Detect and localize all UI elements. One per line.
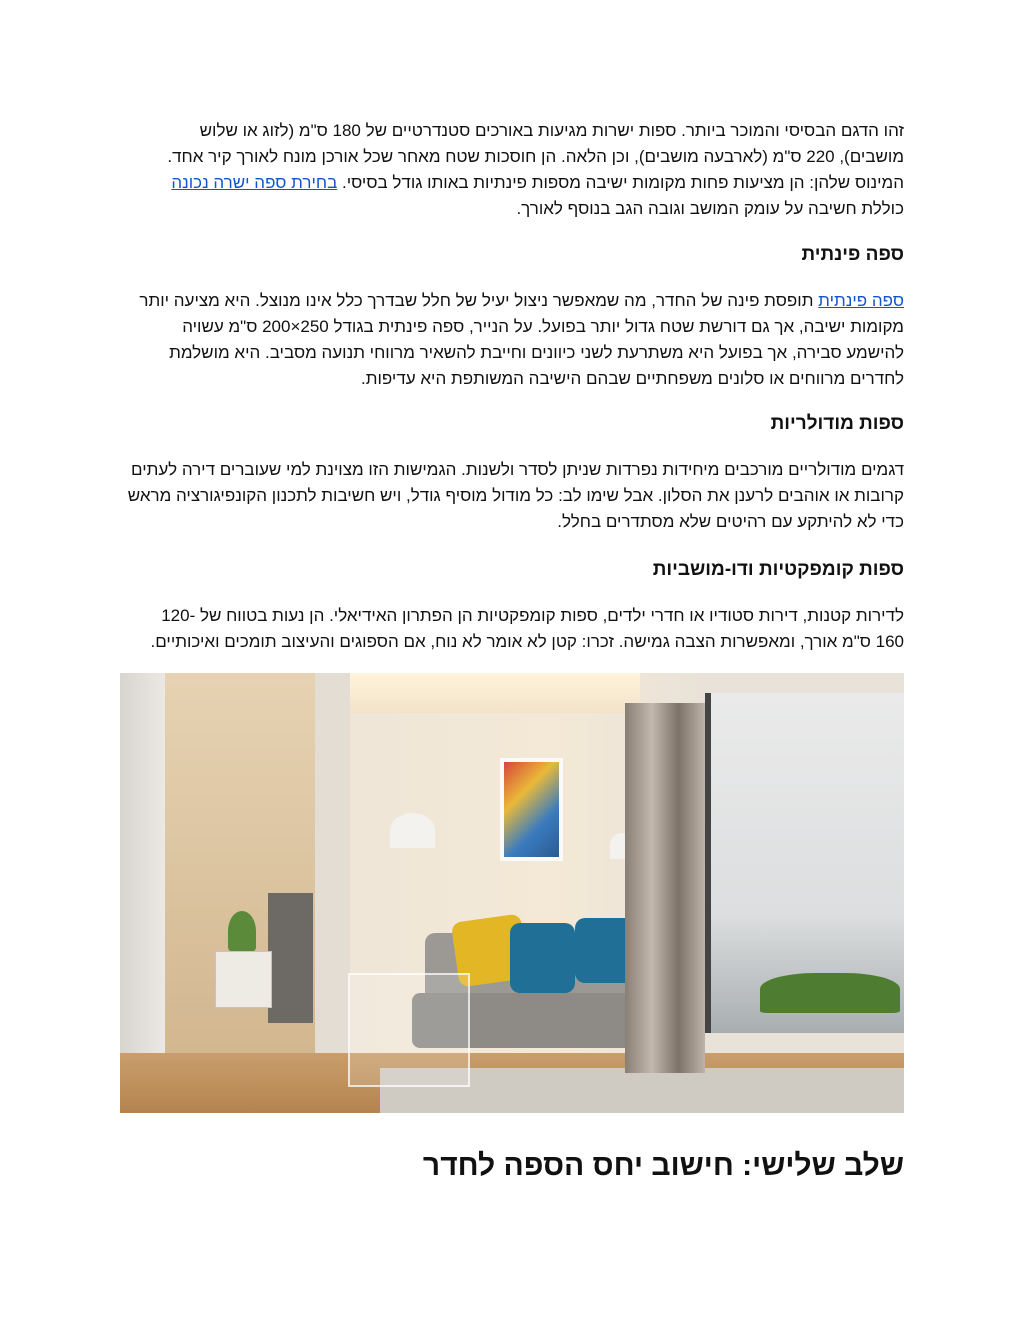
text-line: זהו הדגם הבסיסי והמוכר ביותר. ספות ישרות מגיעות באורכים סטנדרטיים של 180 ס"מ (לזוג או שלוש — [199, 121, 904, 140]
heading-step-three: שלב שלישי: חישוב יחס הספה לחדר — [422, 1149, 904, 1182]
plant — [228, 911, 256, 951]
text-line: מקומות ישיבה, אך גם דורשת שטח גדול יותר בפועל. על הנייר, ספה פינתית בגודל 250×200 ס"מ עשויה — [182, 317, 904, 336]
side-table — [348, 973, 470, 1087]
artwork — [500, 758, 563, 861]
text-line: כדי לא להיתקע עם רהיטים שלא מסתדרים בחלל. — [557, 512, 904, 531]
straight-sofa-link[interactable]: בחירת ספה ישרה נכונה — [171, 173, 338, 192]
corner-sofa-link[interactable]: ספה פינתית — [818, 291, 904, 310]
text-line: לדירות קטנות, דירות סטודיו או חדרי ילדים, ספות קומפקטיות הן הפתרון האידיאלי. הן נעות בטווח של -120 — [161, 606, 904, 625]
heading-modular-sofas: ספות מודולריות — [770, 413, 904, 434]
text: המינוס שלהן: הן מציעות פחות מקומות ישיבה מספות פינתיות באותו גודל בסיסי. — [337, 173, 904, 192]
headboard — [268, 893, 313, 1023]
ceiling-light-strip — [350, 673, 640, 713]
text-line — [120, 170, 904, 196]
cushion-blue — [510, 923, 575, 993]
intro-paragraph — [120, 118, 904, 222]
window-plants — [760, 973, 900, 1013]
text: תופסת פינה של החדר, מה שמאפשר ניצול יעיל של חלל שבדרך כלל אינו מנוצל. היא מציעה יותר — [139, 291, 819, 310]
compact-paragraph — [120, 603, 904, 655]
text-line: דגמים מודולריים מורכבים מיחידות נפרדות שניתן לסדר ולשנות. הגמישות הזו מצוינת למי שעוברים דירה לעתים — [131, 460, 904, 479]
text-line: קרובות או אוהבים לרענן את הסלון. אבל שימו לב: כל מודול מוסיף גודל, ויש חשיבות לתכנון הקונפיגורציה מראש — [127, 486, 904, 505]
text-line: לחדרים מרווחים או סלונים משפחתיים שבהם הישיבה המשותפת היא עדיפות. — [361, 369, 904, 388]
partition-wall — [315, 673, 350, 1113]
pendant-lamp-left — [390, 813, 435, 848]
text-line: להישמע סבירה, אך בפועל היא משתרעת לשני כיוונים וחייבת להשאיר מרווחי תנועה מסביב. היא מושלמת — [169, 343, 904, 362]
heading-compact-sofas: ספות קומפקטיות ודו-מושביות — [652, 559, 904, 580]
text-line: 160 ס"מ אורך, ומאפשרות הצבה גמישה. זכרו: קטן לא אומר לא נוח, אם הספוגים והעיצוב תומכים ואיכותיים. — [150, 632, 904, 651]
living-room-photo — [120, 673, 904, 1113]
text-line — [120, 288, 904, 314]
wardrobe — [120, 673, 165, 1113]
curtain — [625, 703, 705, 1073]
nightstand — [215, 951, 272, 1008]
heading-corner-sofa: ספה פינתית — [801, 244, 904, 265]
modular-paragraph — [120, 457, 904, 535]
corner-paragraph — [120, 288, 904, 392]
text-line: מושבים), 220 ס"מ (לארבעה מושבים), וכן הלאה. הן חוסכות שטח מאחר שכל אורכן מונח לאורך קיר אחד. — [167, 147, 904, 166]
text-line: כוללת חשיבה על עומק המושב וגובה הגב בנוסף לאורך. — [516, 199, 904, 218]
